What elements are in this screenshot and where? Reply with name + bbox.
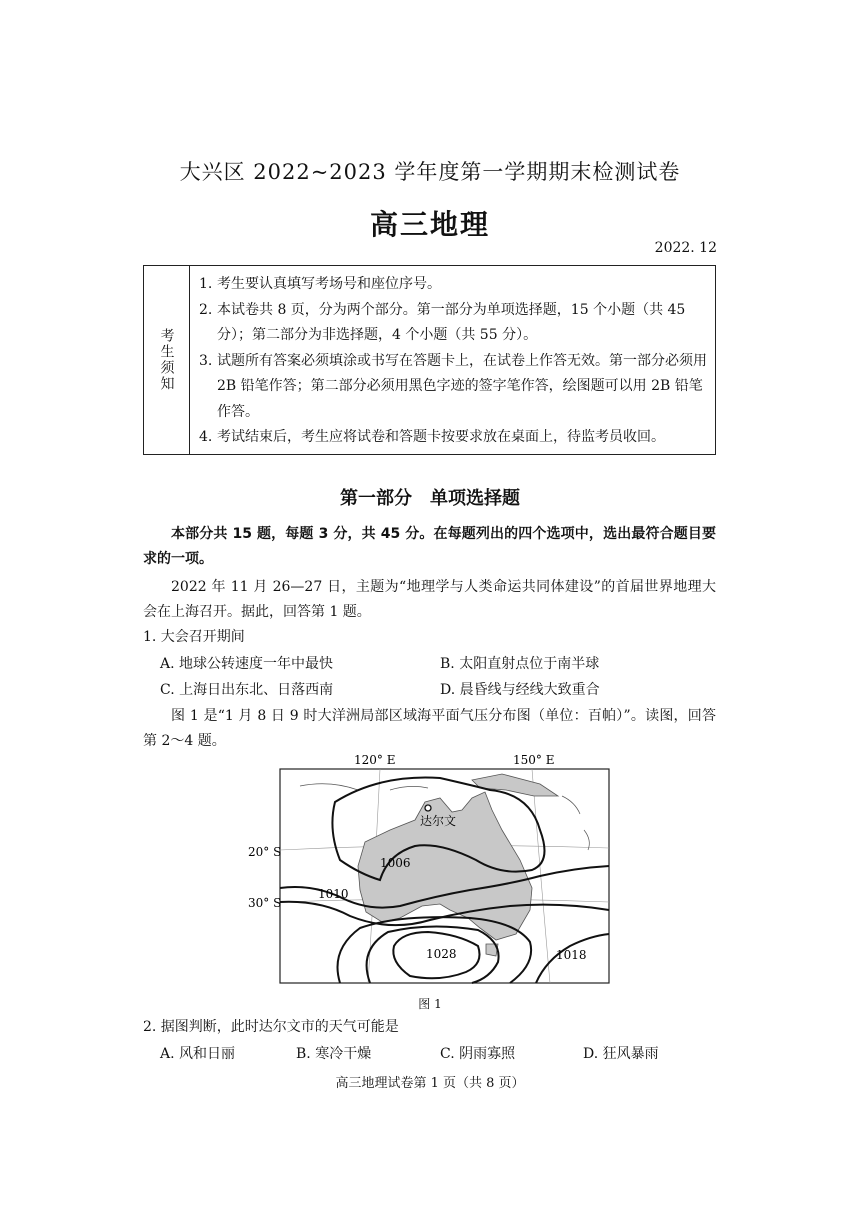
city-label-darwin: 达尔文 [420,814,457,828]
exam-date: 2022. 12 [654,240,717,256]
notice-list [199,272,709,451]
darwin-marker-icon [425,805,431,811]
q2-option-b: B. 寒冷干燥 [296,1046,372,1062]
notice-item-number: 4. [199,429,213,445]
q2-stem: 2. 据图判断，此时达尔文市的天气可能是 [143,1019,399,1035]
isobar-label: 1006 [380,856,411,870]
latitude-label: 20° S [248,845,282,859]
notice-item [199,272,709,298]
figure-caption: 图 1 [418,997,442,1011]
notice-item-number: 2. [199,301,213,318]
longitude-label: 150° E [513,753,555,767]
isobar-label: 1028 [426,947,457,961]
q1-option-a: A. 地球公转速度一年中最快 [160,656,334,672]
notice-item-number: 1. [199,276,213,292]
page-footer: 高三地理试卷第 1 页（共 8 页） [335,1076,525,1091]
notice-item-text: 本试卷共 8 页，分为两个部分。第一部分为单项选择题，15 个小题（共 45 分）；第二部分为非选择题，4 个小题（共 55 分）。 [217,301,686,343]
exam-title: 大兴区 2022~2023 学年度第一学期期末检测试卷 [179,160,681,184]
q1-option-c: C. 上海日出东北、日落西南 [160,682,334,698]
notice-item-text: 考试结束后，考生应将试卷和答题卡按要求放在桌面上，待监考员收回。 [217,429,665,445]
intro-q1: 2022 年 11 月 26—27 日，主题为“地理学与人类命运共同体建设”的首届世界地理大会在上海召开。据此，回答第 1 题。 [143,579,716,620]
notice-item [199,425,709,451]
q1-option-d: D. 晨昏线与经线大致重合 [440,682,600,698]
longitude-label: 120° E [354,753,396,767]
notice-side-text: 考生须知 [158,328,175,392]
notice-item [199,349,709,426]
q1-stem: 1. 大会召开期间 [143,629,245,645]
notice-item-number: 3. [199,352,213,369]
notice-box [143,265,716,455]
pressure-map [240,750,620,990]
latitude-label: 30° S [248,896,282,910]
isobar-label: 1010 [318,887,349,901]
q2-option-c: C. 阴雨寡照 [440,1046,516,1062]
notice-item-text: 试题所有答案必须填涂或书写在答题卡上，在试卷上作答无效。第一部分必须用 2B 铅笔作答；第二部分必须用黑色字迹的签字笔作答，绘图题可以用 2B 铅笔作答。 [217,352,707,420]
notice-item [199,298,709,349]
q1-option-b: B. 太阳直射点位于南半球 [440,656,600,672]
isobar-label: 1018 [556,948,587,962]
q2-option-d: D. 狂风暴雨 [583,1046,659,1062]
section-heading: 第一部分 单项选择题 [340,488,520,509]
q2-option-a: A. 风和日丽 [160,1046,236,1062]
notice-item-text: 考生要认真填写考场号和座位序号。 [217,276,441,292]
intro-q2-4: 图 1 是“1 月 8 日 9 时大洋洲局部区域海平面气压分布图（单位：百帕）”。读图，回答第 2～4 题。 [143,708,716,749]
notice-side-label [144,266,190,454]
section-instructions: 本部分共 15 题，每题 3 分，共 45 分。在每题列出的四个选项中，选出最符合题目要求的一项。 [143,526,716,567]
subject-title: 高三地理 [369,208,490,241]
